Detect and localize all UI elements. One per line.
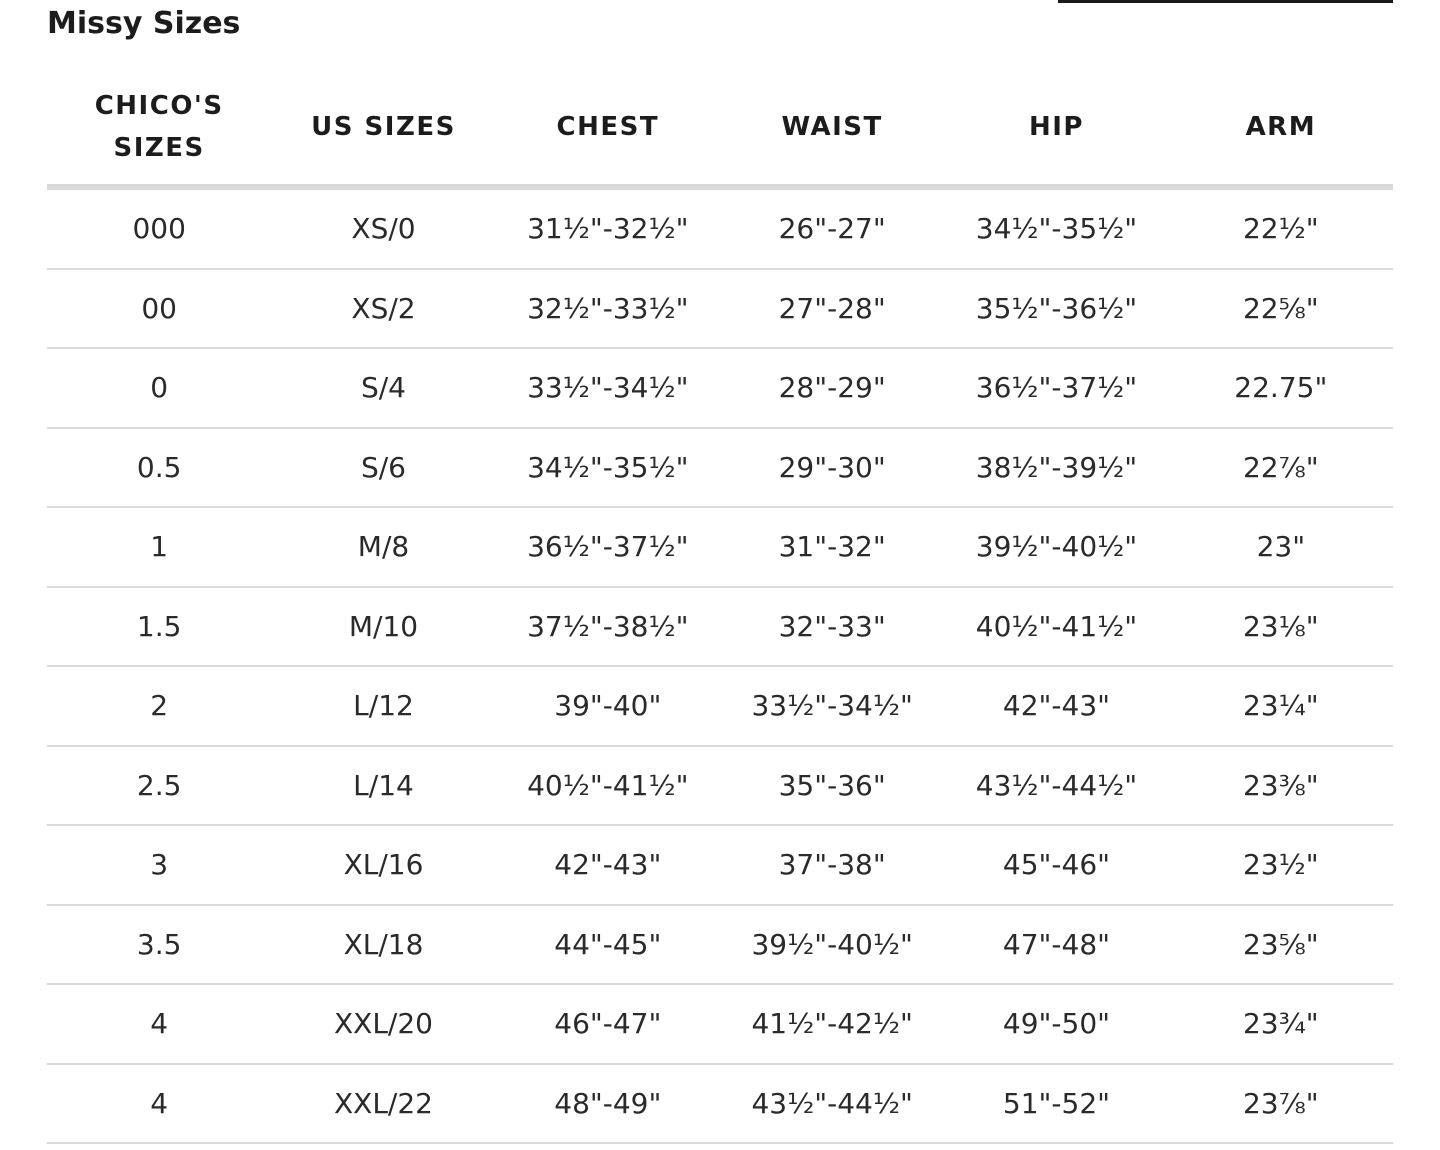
cell-arm: 22⅝" <box>1169 269 1393 349</box>
table-row <box>47 269 1393 349</box>
header-line: HIP <box>1028 112 1084 142</box>
table-row <box>47 187 1393 269</box>
table-row <box>47 984 1393 1064</box>
cell-chest: 46"-47" <box>496 984 720 1064</box>
cell-arm: 22⅞" <box>1169 428 1393 508</box>
table-row <box>47 348 1393 428</box>
header-hip <box>944 70 1168 187</box>
cell-chest: 34½"-35½" <box>496 428 720 508</box>
cell-us-size: S/4 <box>271 348 495 428</box>
header-chest <box>496 70 720 187</box>
table-header <box>47 70 1393 187</box>
cell-chicos-size: 0 <box>47 348 271 428</box>
table-row <box>47 587 1393 667</box>
cell-us-size: XS/0 <box>271 187 495 269</box>
cell-waist: 31"-32" <box>720 507 944 587</box>
header-row <box>47 70 1393 187</box>
cell-waist: 33½"-34½" <box>720 666 944 746</box>
cell-hip: 43½"-44½" <box>944 746 1168 826</box>
cell-waist: 43½"-44½" <box>720 1064 944 1144</box>
top-divider-bar <box>1058 0 1393 3</box>
cell-chest: 44"-45" <box>496 905 720 985</box>
cell-waist: 32"-33" <box>720 587 944 667</box>
cell-chicos-size: 2 <box>47 666 271 746</box>
header-line: US SIZES <box>311 112 456 142</box>
cell-chest: 39"-40" <box>496 666 720 746</box>
cell-us-size: XXL/22 <box>271 1064 495 1144</box>
cell-arm: 23" <box>1169 507 1393 587</box>
table-body <box>47 187 1393 1143</box>
header-arm <box>1169 70 1393 187</box>
cell-chicos-size: 4 <box>47 1064 271 1144</box>
cell-hip: 42"-43" <box>944 666 1168 746</box>
cell-arm: 22.75" <box>1169 348 1393 428</box>
cell-chicos-size: 3.5 <box>47 905 271 985</box>
cell-hip: 40½"-41½" <box>944 587 1168 667</box>
cell-arm: 23⅜" <box>1169 746 1393 826</box>
header-waist <box>720 70 944 187</box>
cell-arm: 23⅝" <box>1169 905 1393 985</box>
cell-hip: 47"-48" <box>944 905 1168 985</box>
cell-us-size: L/14 <box>271 746 495 826</box>
cell-waist: 39½"-40½" <box>720 905 944 985</box>
table-row <box>47 507 1393 587</box>
cell-arm: 23⅞" <box>1169 1064 1393 1144</box>
header-line: SIZES <box>113 133 205 163</box>
cell-chest: 37½"-38½" <box>496 587 720 667</box>
header-line: ARM <box>1245 112 1317 142</box>
cell-hip: 39½"-40½" <box>944 507 1168 587</box>
cell-hip: 34½"-35½" <box>944 187 1168 269</box>
cell-arm: 22½" <box>1169 187 1393 269</box>
cell-chest: 32½"-33½" <box>496 269 720 349</box>
cell-hip: 38½"-39½" <box>944 428 1168 508</box>
cell-hip: 45"-46" <box>944 825 1168 905</box>
cell-chest: 31½"-32½" <box>496 187 720 269</box>
cell-us-size: M/8 <box>271 507 495 587</box>
cell-us-size: S/6 <box>271 428 495 508</box>
table-row <box>47 905 1393 985</box>
table-row <box>47 1064 1393 1144</box>
cell-us-size: M/10 <box>271 587 495 667</box>
cell-arm: 23½" <box>1169 825 1393 905</box>
cell-chicos-size: 1 <box>47 507 271 587</box>
cell-chicos-size: 1.5 <box>47 587 271 667</box>
cell-waist: 29"-30" <box>720 428 944 508</box>
cell-waist: 27"-28" <box>720 269 944 349</box>
header-line: WAIST <box>781 112 883 142</box>
cell-us-size: XL/18 <box>271 905 495 985</box>
cell-chicos-size: 00 <box>47 269 271 349</box>
cell-hip: 49"-50" <box>944 984 1168 1064</box>
cell-us-size: XL/16 <box>271 825 495 905</box>
cell-arm: 23¾" <box>1169 984 1393 1064</box>
cell-chest: 40½"-41½" <box>496 746 720 826</box>
cell-chest: 33½"-34½" <box>496 348 720 428</box>
cell-chicos-size: 2.5 <box>47 746 271 826</box>
cell-waist: 37"-38" <box>720 825 944 905</box>
cell-waist: 41½"-42½" <box>720 984 944 1064</box>
table-row <box>47 825 1393 905</box>
cell-chest: 48"-49" <box>496 1064 720 1144</box>
size-chart-table <box>47 70 1393 1144</box>
cell-hip: 51"-52" <box>944 1064 1168 1144</box>
cell-waist: 26"-27" <box>720 187 944 269</box>
header-line: CHICO'S <box>94 91 224 121</box>
header-us-sizes <box>271 70 495 187</box>
table-row <box>47 428 1393 508</box>
cell-waist: 35"-36" <box>720 746 944 826</box>
section-title: Missy Sizes <box>47 6 241 41</box>
cell-chest: 36½"-37½" <box>496 507 720 587</box>
cell-hip: 35½"-36½" <box>944 269 1168 349</box>
cell-chest: 42"-43" <box>496 825 720 905</box>
header-line: CHEST <box>556 112 660 142</box>
cell-us-size: XS/2 <box>271 269 495 349</box>
cell-waist: 28"-29" <box>720 348 944 428</box>
cell-us-size: L/12 <box>271 666 495 746</box>
cell-hip: 36½"-37½" <box>944 348 1168 428</box>
cell-arm: 23⅛" <box>1169 587 1393 667</box>
cell-chicos-size: 0.5 <box>47 428 271 508</box>
cell-arm: 23¼" <box>1169 666 1393 746</box>
cell-chicos-size: 3 <box>47 825 271 905</box>
cell-chicos-size: 000 <box>47 187 271 269</box>
table-row <box>47 666 1393 746</box>
table-row <box>47 746 1393 826</box>
cell-chicos-size: 4 <box>47 984 271 1064</box>
cell-us-size: XXL/20 <box>271 984 495 1064</box>
header-chicos-sizes <box>47 70 271 187</box>
